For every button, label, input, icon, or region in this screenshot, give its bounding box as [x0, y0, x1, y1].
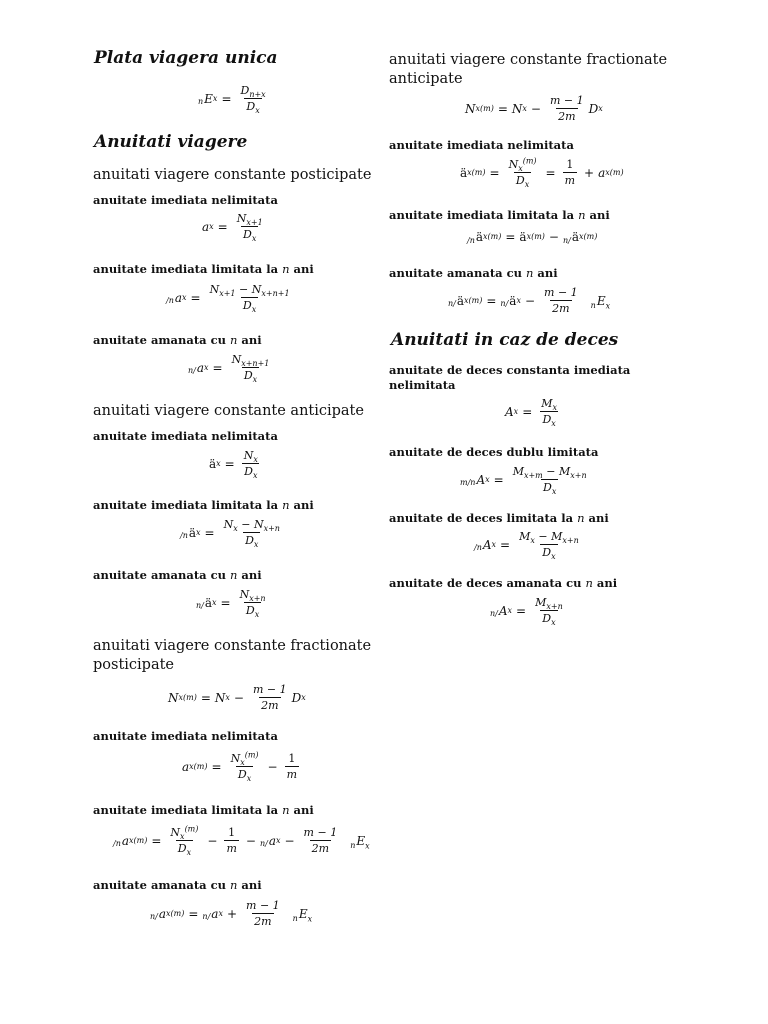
formula-n-ddot-axm: /n ä x (m) = ä x (m) − n/ ä x (m) — [467, 230, 598, 245]
sub-posticipate: anuitati viagere constante posticipate — [93, 167, 372, 183]
lbl-post-amanata: anuitate amanata cu n ani — [93, 333, 262, 347]
lbl-post-nelim: anuitate imediata nelimitata — [93, 193, 278, 207]
formula-ddot-ax: ä x = $\frac{N_x}{D_x}$ — [209, 449, 258, 481]
formula-n-ax: /n a x = $\frac{N_{x+1} - N_{x+n+1}}{D_x}$ — [166, 283, 290, 315]
lbl-deces-dublu: anuitate de deces dublu limitata — [389, 445, 599, 459]
formula-n-slash-ax: n/ a x = $\frac{N_{x+n+1}}{D_x}$ — [188, 353, 270, 385]
formula-n-axm: /n a x (m) = $\frac{N_x^{(m)}}{D_x}$ − $\frac{1}{m}$ − n/ a x − $\frac{m - 1}{2m}$ $_nE_x$ — [113, 824, 370, 858]
lbl-fa-nelim: anuitate imediata nelimitata — [389, 138, 574, 152]
sec-anuitati-viagere: Anuitati viagere — [94, 132, 248, 152]
lbl-fa-amanata: anuitate amanata cu n ani — [389, 266, 558, 280]
formula-axm: a x (m) = $\frac{N_x^{(m)}}{D_x}$ − $\frac{1}{m}$ — [182, 750, 298, 784]
lbl-ant-amanata: anuitate amanata cu n ani — [93, 568, 262, 582]
lbl-fp-nelim: anuitate imediata nelimitata — [93, 729, 278, 743]
sub-anticipate: anuitati viagere constante anticipate — [93, 403, 364, 419]
lbl-post-limitata: anuitate imediata limitata la n ani — [93, 262, 314, 276]
formula-m-n-Ax: m/n A x = $\frac{M_{x+m} - M_{x+n}}{D_x}$ — [460, 465, 587, 497]
formula-ddot-axm: ä x (m) = $\frac{N_x^{(m)}}{D_x}$ = $\frac{1}{m}$ + a x (m) — [460, 156, 624, 190]
lbl-fa-limitata: anuitate imediata limitata la n ani — [389, 208, 610, 222]
formula-n-Ax: /n A x = $\frac{M_x - M_{x+n}}{D_x}$ — [474, 530, 579, 562]
lbl-fp-limitata: anuitate imediata limitata la n ani — [93, 803, 314, 817]
formula-n-slash-ddot-axm: n/ ä x (m) = n/ ä x − $\frac{m - 1}{2m}$ $_nE_x$ — [448, 286, 611, 315]
formula-ax: a x = $\frac{N_{x+1}}{D_x}$ — [202, 212, 263, 244]
formula-nEx: n E x = $\frac{D_{n+x}}{D_x}$ — [198, 84, 266, 116]
formula-Nxm-post: N x (m) = N x − $\frac{m - 1}{2m}$ D x — [168, 683, 306, 712]
formula-n-slash-axm: n/ a x (m) = n/ a x + $\frac{m - 1}{2m}$ $_nE_x$ — [150, 899, 313, 928]
sec-plata-viagera-unica: Plata viagera unica — [94, 48, 278, 68]
formula-n-ddot-ax: /n ä x = $\frac{N_x - N_{x+n}}{D_x}$ — [180, 518, 280, 550]
formula-n-slash-Ax: n/ A x = $\frac{M_{x+n}}{D_x}$ — [490, 596, 563, 628]
lbl-ant-limitata: anuitate imediata limitata la n ani — [93, 498, 314, 512]
lbl-ant-nelim: anuitate imediata nelimitata — [93, 429, 278, 443]
sub-fract-post: anuitati viagere constante fractionate posticipate — [93, 638, 372, 673]
formula-Ax: A x = $\frac{M_x}{D_x}$ — [505, 397, 558, 429]
sec-anuitati-deces: Anuitati in caz de deces — [391, 330, 619, 350]
formula-n-slash-ddot-ax: n/ ä x = $\frac{N_{x+n}}{D_x}$ — [196, 588, 266, 620]
formula-Nxm-ant: N x (m) = N x − $\frac{m - 1}{2m}$ D x — [465, 94, 603, 123]
sub-fract-ant: anuitati viagere constante fractionate anticipate — [389, 52, 668, 87]
lbl-fp-amanata: anuitate amanata cu n ani — [93, 878, 262, 892]
lbl-deces-amanata: anuitate de deces amanata cu n ani — [389, 576, 618, 590]
lbl-deces-nelim: anuitate de deces constanta imediata nelimitata — [389, 363, 631, 392]
lbl-deces-limitata: anuitate de deces limitata la n ani — [389, 511, 609, 525]
